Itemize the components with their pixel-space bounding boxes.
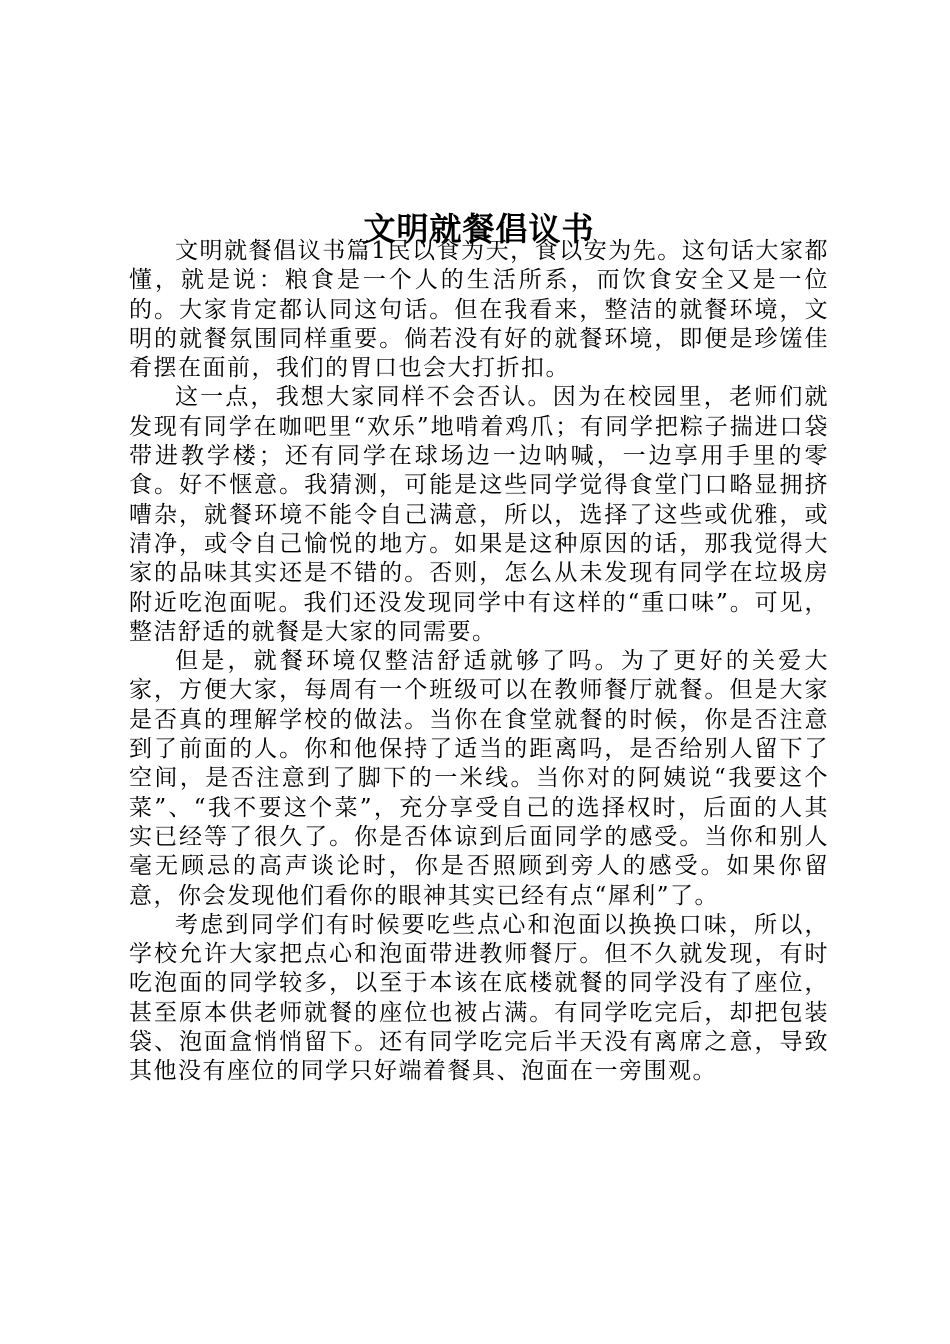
- paragraph: 但是，就餐环境仅整洁舒适就够了吗。为了更好的关爱大家，方便大家，每周有一个班级可以在教师餐厅就餐。但是大家是否真的理解学校的做法。当你在食堂就餐的时候，你是否注意到了前面的人。你和他保持了适当的距离吗，是否给别人留下了空间，是否注意到了脚下的一米线。当你对的阿姨说“我要这个菜”、“我不要这个菜”，充分享受自己的选择权时，后面的人其实已经等了很久了。你是否体谅到后面同学的感受。当你和别人毫无顾忌的高声谈论时，你是否照顾到旁人的感受。如果你留意，你会发现他们看你的眼神其实已经有点“犀利”了。: [129, 648, 829, 909]
- paragraph: 文明就餐倡议书篇1民以食为天，食以安为先。这句话大家都懂，就是说：粮食是一个人的生活所系，而饮食安全又是一位的。大家肯定都认同这句话。但在我看来，整洁的就餐环境，文明的就餐氛围同样重要。倘若没有好的就餐环境，即便是珍馐佳肴摆在面前，我们的胃口也会大打折扣。: [129, 238, 829, 382]
- paragraph: 这一点，我想大家同样不会否认。因为在校园里，老师们就发现有同学在咖吧里“欢乐”地啃着鸡爪；有同学把粽子揣进口袋带进教学楼；还有同学在球场边一边呐喊，一边享用手里的零食。好不惬意。我猜测，可能是这些同学觉得食堂门口略显拥挤嘈杂，就餐环境不能令自己满意，所以，选择了这些或优雅，或清净，或令自己愉悦的地方。如果是这种原因的话，那我觉得大家的品味其实还是不错的。否则，怎么从未发现有同学在垃圾房附近吃泡面呢。我们还没发现同学中有这样的“重口味”。可见，整洁舒适的就餐是大家的同需要。: [129, 384, 829, 645]
- document-body: [129, 237, 829, 1087]
- paragraph: 考虑到同学们有时候要吃些点心和泡面以换换口味，所以，学校允许大家把点心和泡面带进教师餐厅。但不久就发现，有时吃泡面的同学较多，以至于本该在底楼就餐的同学没有了座位，甚至原本供老师就餐的座位也被占满。有同学吃完后，却把包装袋、泡面盒悄悄留下。还有同学吃完后半天没有离席之意，导致其他没有座位的同学只好端着餐具、泡面在一旁围观。: [129, 911, 829, 1085]
- document-title: 文明就餐倡议书: [363, 210, 595, 249]
